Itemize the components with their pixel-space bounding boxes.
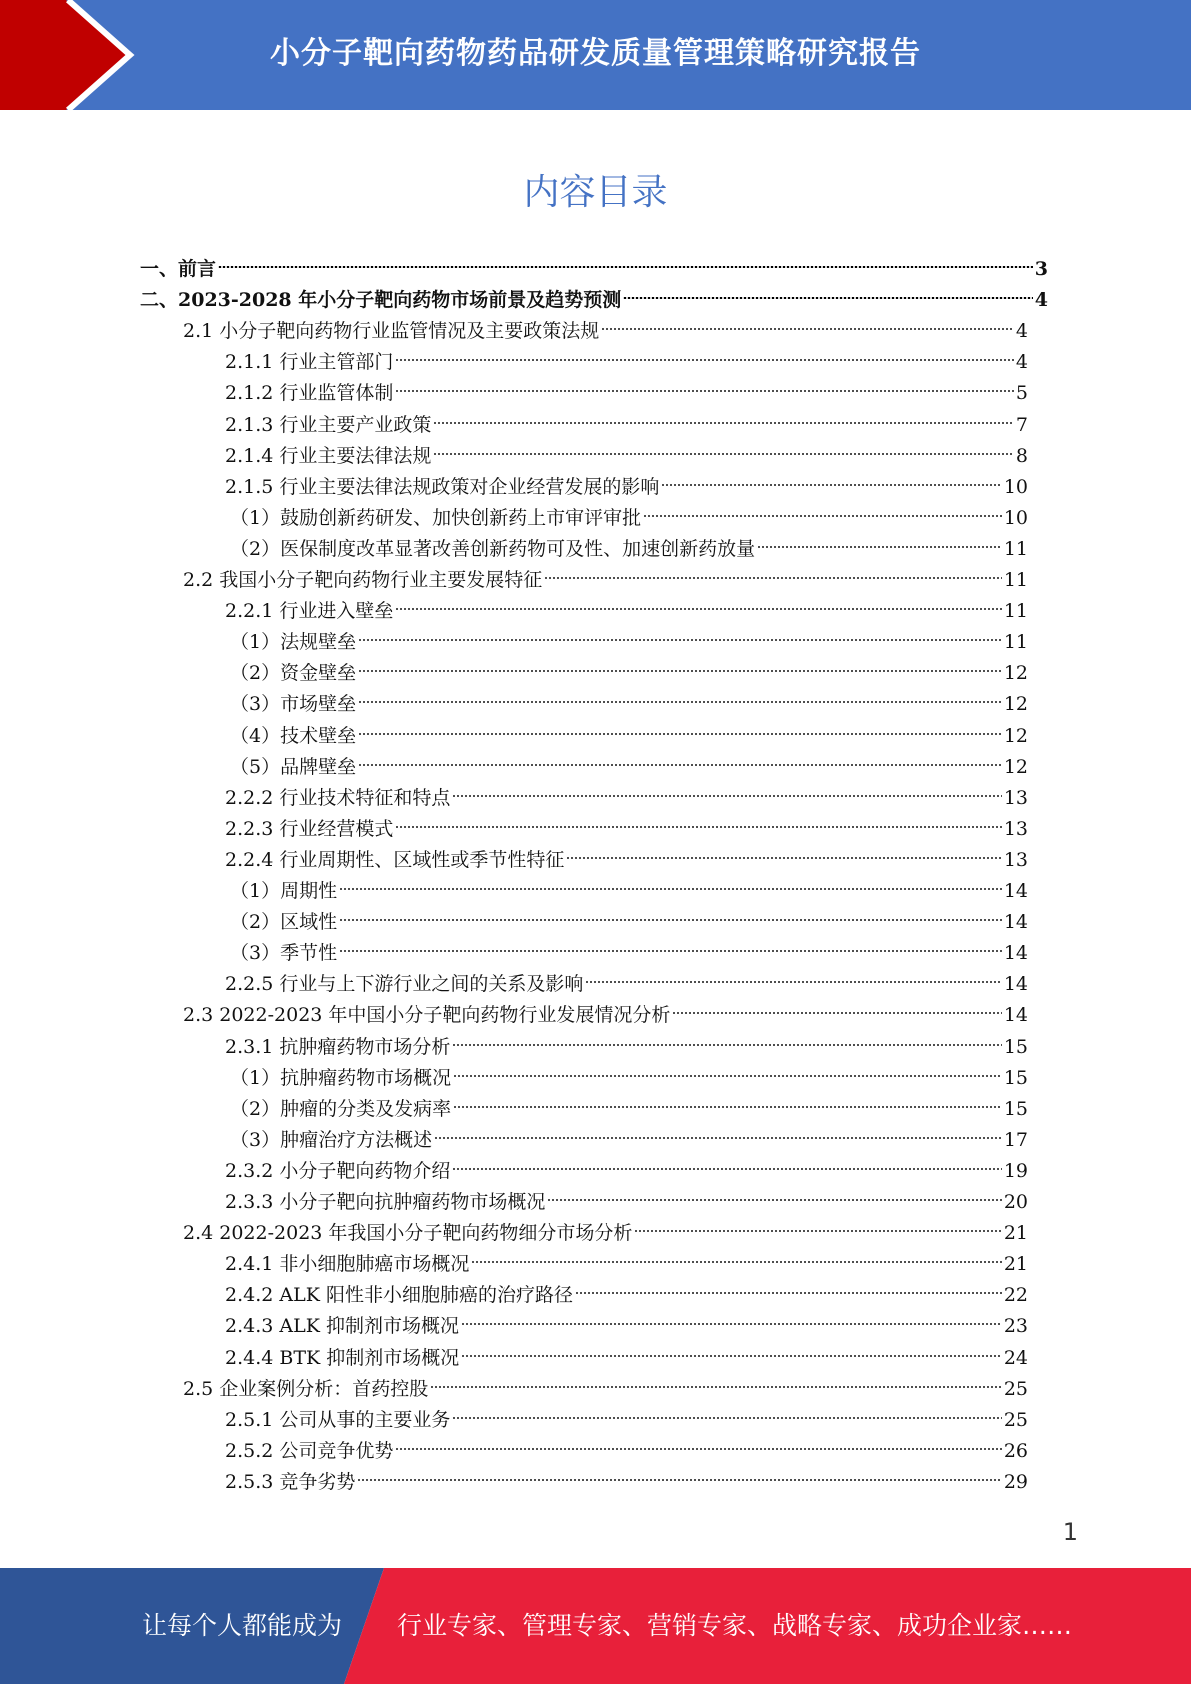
- toc-leader-dots: [357, 1479, 1001, 1481]
- toc-leader-dots: [453, 1075, 1002, 1077]
- toc-entry-page: 12: [1003, 693, 1028, 715]
- toc-entry-page: 11: [1003, 631, 1028, 653]
- header-red-chevron: [0, 0, 128, 110]
- toc-entry[interactable]: [183, 316, 1028, 347]
- toc-entry-label: 2.2.1 行业进入壁垒: [225, 600, 394, 622]
- toc-entry-label: 2.2.2 行业技术特征和特点: [225, 787, 451, 809]
- toc-leader-dots: [452, 1417, 1001, 1419]
- toc-entry-label: 2.3.2 小分子靶向药物介绍: [225, 1160, 451, 1182]
- toc-leader-dots: [634, 1230, 1001, 1232]
- toc-entry-page: 14: [1003, 973, 1028, 995]
- toc-entry-label: 2.2 我国小分子靶向药物行业主要发展特征: [183, 569, 543, 591]
- toc-entry[interactable]: [225, 1187, 1028, 1218]
- toc-entry-label: 2.2.3 行业经营模式: [225, 818, 394, 840]
- toc-entry-label: （2）肿瘤的分类及发病率: [230, 1098, 452, 1120]
- toc-entry[interactable]: [225, 441, 1028, 472]
- toc-entry-label: 2.1.4 行业主要法律法规: [225, 445, 432, 467]
- toc-entry[interactable]: [225, 1343, 1028, 1374]
- toc-entry-label: 2.1 小分子靶向药物行业监管情况及主要政策法规: [183, 320, 600, 342]
- toc-entry[interactable]: [225, 1436, 1028, 1467]
- toc-leader-dots: [575, 1292, 1002, 1294]
- toc-leader-dots: [453, 1106, 1002, 1108]
- toc-entry-page: 12: [1003, 662, 1028, 684]
- toc-entry-label: 2.1.2 行业监管体制: [225, 382, 394, 404]
- toc-entry-label: （1）鼓励创新药研发、加快创新药上市审评审批: [230, 507, 642, 529]
- toc-entry-label: 2.4 2022-2023 年我国小分子靶向药物细分市场分析: [183, 1222, 633, 1244]
- toc-leader-dots: [544, 577, 1002, 579]
- toc-entry-label: （3）季节性: [230, 942, 338, 964]
- toc-entry-page: 12: [1003, 756, 1028, 778]
- toc-entry-label: 2.5.2 公司竞争优势: [225, 1440, 394, 1462]
- toc-entry[interactable]: [225, 1467, 1028, 1498]
- toc-entry-label: 2.1.5 行业主要法律法规政策对企业经营发展的影响: [225, 476, 660, 498]
- toc-entry-page: 15: [1003, 1067, 1028, 1089]
- toc-entry[interactable]: [225, 1249, 1028, 1280]
- toc-entry[interactable]: [225, 845, 1028, 876]
- toc-entry[interactable]: [230, 752, 1028, 783]
- toc-leader-dots: [643, 515, 1002, 517]
- toc-entry-label: 2.4.3 ALK 抑制剂市场概况: [225, 1315, 459, 1337]
- toc-entry-page: 11: [1003, 600, 1028, 622]
- toc-leader-dots: [358, 733, 1002, 735]
- toc-leader-dots: [461, 1355, 1002, 1357]
- toc-entry[interactable]: [225, 596, 1028, 627]
- toc-entry[interactable]: [225, 814, 1028, 845]
- toc-entry-label: 2.3 2022-2023 年中国小分子靶向药物行业发展情况分析: [183, 1004, 671, 1026]
- header-band: [0, 0, 1191, 110]
- report-title: 小分子靶向药物药品研发质量管理策略研究报告: [270, 36, 921, 71]
- toc-leader-dots: [672, 1012, 1001, 1014]
- toc-entry-page: 7: [1015, 414, 1028, 436]
- toc-entry[interactable]: [230, 689, 1028, 720]
- toc-entry-page: 12: [1003, 725, 1028, 747]
- toc-entry[interactable]: [230, 534, 1028, 565]
- toc-entry[interactable]: [225, 1311, 1028, 1342]
- toc-entry[interactable]: [225, 347, 1028, 378]
- toc-leader-dots: [547, 1199, 1001, 1201]
- toc-entry-label: （2）医保制度改革显著改善创新药物可及性、加速创新药放量: [230, 538, 756, 560]
- toc-leader-dots: [339, 888, 1002, 890]
- toc-entry-page: 10: [1003, 476, 1028, 498]
- toc-entry-page: 3: [1034, 258, 1048, 280]
- toc-entry-page: 25: [1003, 1409, 1028, 1431]
- toc-leader-dots: [623, 297, 1033, 299]
- toc-entry[interactable]: [225, 472, 1028, 503]
- toc-entry[interactable]: [225, 378, 1028, 409]
- toc-leader-dots: [395, 608, 1001, 610]
- toc-entry-label: （1）抗肿瘤药物市场概况: [230, 1067, 452, 1089]
- toc-entry-page: 4: [1034, 289, 1048, 311]
- toc-entry-label: 2.1.3 行业主要产业政策: [225, 414, 432, 436]
- page-number: 1: [1062, 1518, 1078, 1546]
- toc-entry-label: （5）品牌壁垒: [230, 756, 357, 778]
- toc-entry-label: （2）区域性: [230, 911, 338, 933]
- toc-leader-dots: [395, 359, 1014, 361]
- toc-entry-page: 8: [1015, 445, 1028, 467]
- toc-entry[interactable]: [230, 907, 1028, 938]
- toc-entry-page: 21: [1003, 1222, 1028, 1244]
- toc-entry[interactable]: [230, 1063, 1028, 1094]
- toc-entry-label: 2.2.5 行业与上下游行业之间的关系及影响: [225, 973, 584, 995]
- footer-roles: 行业专家、管理专家、营销专家、战略专家、成功企业家……: [397, 1611, 1073, 1640]
- toc-entry-label: 2.5 企业案例分析：首药控股: [183, 1378, 429, 1400]
- toc-leader-dots: [461, 1323, 1002, 1325]
- toc-leader-dots: [339, 950, 1002, 952]
- toc-entry[interactable]: [225, 1032, 1028, 1063]
- toc-leader-dots: [585, 981, 1001, 983]
- toc-entry-label: 2.3.3 小分子靶向抗肿瘤药物市场概况: [225, 1191, 546, 1213]
- toc-leader-dots: [757, 546, 1002, 548]
- toc-entry-label: （3）肿瘤治疗方法概述: [230, 1129, 433, 1151]
- toc-entry-label: 2.4.2 ALK 阳性非小细胞肺癌的治疗路径: [225, 1284, 573, 1306]
- toc-entry-page: 5: [1015, 382, 1028, 404]
- toc-leader-dots: [218, 266, 1033, 268]
- toc-entry-page: 11: [1003, 569, 1028, 591]
- toc-entry-page: 19: [1003, 1160, 1028, 1182]
- toc-leader-dots: [339, 919, 1002, 921]
- toc-entry[interactable]: [183, 565, 1028, 596]
- toc-leader-dots: [471, 1261, 1001, 1263]
- toc-entry-page: 25: [1003, 1378, 1028, 1400]
- toc-entry[interactable]: [230, 1094, 1028, 1125]
- toc-leader-dots: [434, 1137, 1002, 1139]
- toc-entry[interactable]: [140, 254, 1048, 285]
- toc-entry-page: 20: [1003, 1191, 1028, 1213]
- toc-leader-dots: [358, 701, 1002, 703]
- toc-entry-page: 14: [1003, 1004, 1028, 1026]
- toc-entry-page: 26: [1003, 1440, 1028, 1462]
- toc-entry-label: 二、2023-2028 年小分子靶向药物市场前景及趋势预测: [140, 289, 622, 311]
- toc-leader-dots: [566, 857, 1001, 859]
- toc-entry[interactable]: [183, 1000, 1028, 1031]
- toc-entry[interactable]: [225, 1156, 1028, 1187]
- toc-entry[interactable]: [230, 503, 1028, 534]
- toc-leader-dots: [395, 1448, 1001, 1450]
- toc-entry[interactable]: [230, 721, 1028, 752]
- toc-entry-label: （1）法规壁垒: [230, 631, 357, 653]
- toc-entry-page: 14: [1003, 911, 1028, 933]
- toc-entry-page: 29: [1003, 1471, 1028, 1493]
- toc-entry-label: 2.5.1 公司从事的主要业务: [225, 1409, 451, 1431]
- footer-band: [0, 1568, 1191, 1684]
- toc-leader-dots: [430, 1386, 1002, 1388]
- toc-entry-page: 24: [1003, 1347, 1028, 1369]
- toc-entry[interactable]: [230, 938, 1028, 969]
- toc-entry-label: （3）市场壁垒: [230, 693, 357, 715]
- toc-entry-label: 2.1.1 行业主管部门: [225, 351, 394, 373]
- toc-leader-dots: [358, 670, 1002, 672]
- toc-entry[interactable]: [225, 1405, 1028, 1436]
- toc-leader-dots: [452, 1168, 1001, 1170]
- toc-entry-label: 2.3.1 抗肿瘤药物市场分析: [225, 1036, 451, 1058]
- toc-entry-label: （4）技术壁垒: [230, 725, 357, 747]
- toc-leader-dots: [358, 639, 1002, 641]
- toc-entry[interactable]: [225, 1280, 1028, 1311]
- toc-entry[interactable]: [225, 410, 1028, 441]
- toc-entry-page: 14: [1003, 942, 1028, 964]
- toc-leader-dots: [452, 1044, 1001, 1046]
- toc-entry-page: 21: [1003, 1253, 1028, 1275]
- toc-entry[interactable]: [183, 1374, 1028, 1405]
- toc-entry-page: 15: [1003, 1098, 1028, 1120]
- toc-entry[interactable]: [230, 1125, 1028, 1156]
- header-arrow-decoration: [0, 0, 160, 110]
- toc-heading: 内容目录: [523, 172, 668, 213]
- toc-entry-page: 4: [1015, 351, 1028, 373]
- toc-leader-dots: [358, 764, 1002, 766]
- toc-entry-page: 13: [1003, 849, 1028, 871]
- toc-entry[interactable]: [140, 285, 1048, 316]
- toc-entry[interactable]: [230, 658, 1028, 689]
- toc-entry[interactable]: [230, 627, 1028, 658]
- toc-entry-label: （1）周期性: [230, 880, 338, 902]
- toc-entry-page: 11: [1003, 538, 1028, 560]
- toc-entry-label: 2.2.4 行业周期性、区域性或季节性特征: [225, 849, 565, 871]
- toc-entry-label: （2）资金壁垒: [230, 662, 357, 684]
- toc-entry-page: 14: [1003, 880, 1028, 902]
- toc-entry-page: 13: [1003, 787, 1028, 809]
- toc-entry-page: 10: [1003, 507, 1028, 529]
- toc-entry-page: 4: [1015, 320, 1028, 342]
- toc-entry-page: 22: [1003, 1284, 1028, 1306]
- toc-entry-label: 2.4.4 BTK 抑制剂市场概况: [225, 1347, 460, 1369]
- toc-entry-page: 15: [1003, 1036, 1028, 1058]
- toc-leader-dots: [395, 826, 1001, 828]
- toc-leader-dots: [395, 390, 1014, 392]
- toc-entry-label: 2.4.1 非小细胞肺癌市场概况: [225, 1253, 470, 1275]
- toc-entry-page: 23: [1003, 1315, 1028, 1337]
- toc-leader-dots: [433, 453, 1014, 455]
- toc-leader-dots: [601, 328, 1014, 330]
- toc-entry-label: 一、前言: [140, 258, 217, 280]
- toc-leader-dots: [661, 484, 1001, 486]
- toc-entry[interactable]: [183, 1218, 1028, 1249]
- toc-leader-dots: [433, 422, 1014, 424]
- toc-entry[interactable]: [225, 783, 1028, 814]
- toc-entry-page: 17: [1003, 1129, 1028, 1151]
- toc-entry[interactable]: [230, 876, 1028, 907]
- toc-entry[interactable]: [225, 969, 1028, 1000]
- toc-entry-page: 13: [1003, 818, 1028, 840]
- toc-entry-label: 2.5.3 竞争劣势: [225, 1471, 356, 1493]
- toc-leader-dots: [452, 795, 1001, 797]
- footer-slogan: 让每个人都能成为: [142, 1611, 343, 1640]
